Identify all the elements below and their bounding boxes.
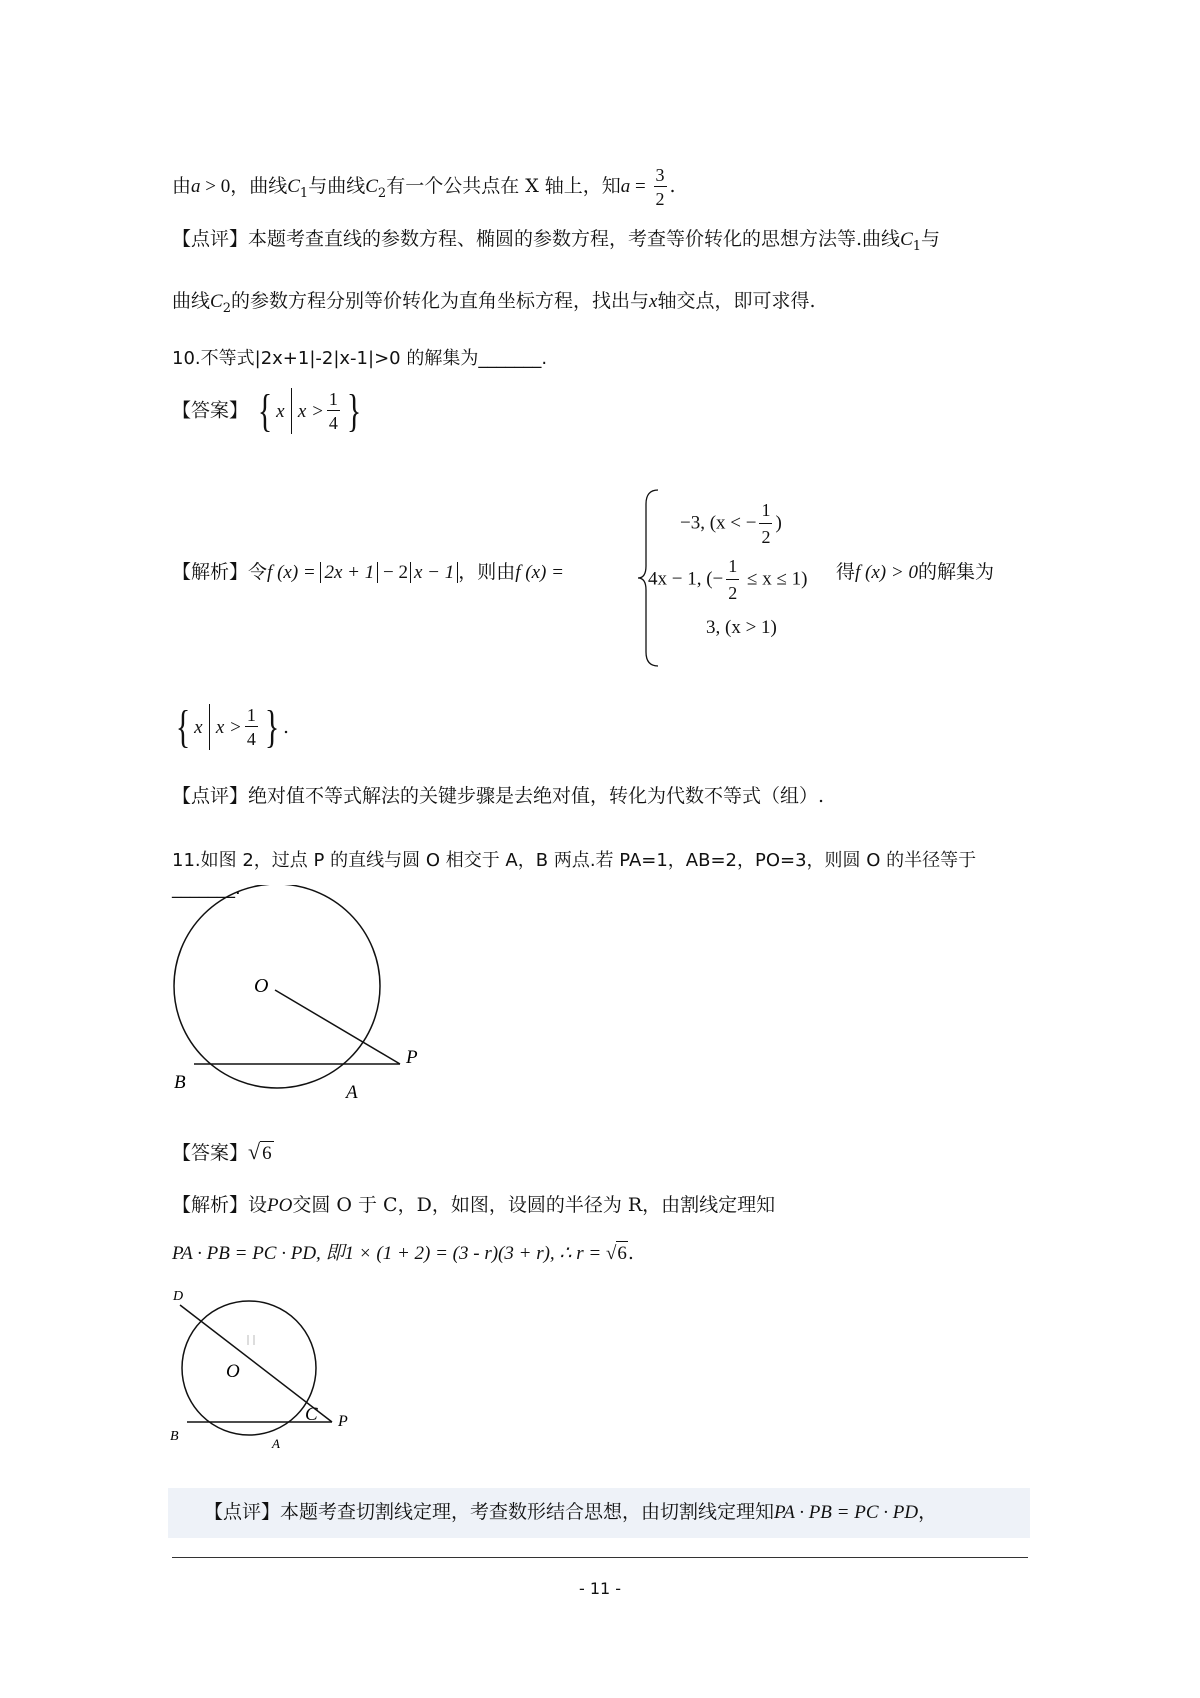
- var-a: a: [620, 176, 631, 197]
- question-11-line-1: [172, 852, 976, 870]
- text: 由: [172, 175, 192, 197]
- fraction: [759, 500, 772, 548]
- solution-10-tail: [836, 563, 994, 582]
- fraction: [726, 556, 739, 604]
- answer-value: 6: [262, 1143, 272, 1164]
- text: 轴交点，即可求得.: [657, 290, 816, 312]
- var-x: x: [194, 716, 203, 738]
- text: ，则由: [458, 561, 516, 583]
- text: =: [630, 176, 651, 197]
- denominator: 4: [328, 413, 338, 433]
- var-C: C: [287, 176, 300, 197]
- sqrt-sign: √: [248, 1139, 261, 1164]
- solution-10-line: [172, 563, 564, 582]
- text: − 2: [378, 562, 408, 583]
- footer-rule: [172, 1557, 1028, 1558]
- fraction: [654, 166, 667, 208]
- text: 本题考查直线的参数方程、椭圆的参数方程，考查等价转化的思想方法等.曲线: [248, 228, 901, 250]
- denominator: 2: [728, 583, 738, 603]
- text: .: [282, 715, 289, 738]
- label-B: B: [170, 1429, 179, 1444]
- numerator: 1: [759, 500, 772, 524]
- text: 令: [248, 561, 268, 583]
- label-A: A: [272, 1436, 280, 1451]
- case-2: [648, 556, 807, 604]
- sqrt-sign: √: [605, 1243, 617, 1264]
- solution-tag: 【解析】: [172, 1194, 249, 1216]
- text: ≤ x ≤ 1): [742, 568, 808, 590]
- subscript: 1: [912, 239, 922, 254]
- left-brace: {: [257, 385, 273, 436]
- right-brace: }: [264, 701, 280, 752]
- fraction: [245, 706, 258, 748]
- label-C: C: [305, 1404, 318, 1425]
- answer-tag: 【答案】: [172, 1142, 249, 1164]
- equation: PA · PB = PC · PD: [774, 1502, 919, 1523]
- text: (x) =: [520, 562, 564, 583]
- subscript: 1: [299, 186, 309, 201]
- question-10: [172, 350, 547, 368]
- text-line-1: [172, 166, 676, 208]
- question-text: 10.不等式|2x+1|-2|x-1|>0 的解集为_______.: [172, 348, 548, 369]
- figure-circle-2: [160, 1285, 360, 1455]
- solution-tag: 【解析】: [172, 561, 249, 583]
- text: ): [775, 512, 782, 534]
- left-brace: {: [175, 701, 191, 752]
- text: 设: [248, 1194, 268, 1216]
- var-f: f: [855, 562, 861, 583]
- var-x: x: [649, 291, 658, 312]
- solution-set: [254, 385, 365, 436]
- label-A: A: [346, 1082, 358, 1103]
- set-bar: [209, 704, 210, 750]
- text: (x) =: [272, 562, 321, 583]
- review-line-1: [172, 230, 940, 253]
- label-O: O: [254, 975, 269, 997]
- text: 得: [836, 561, 856, 583]
- subscript: 2: [222, 301, 231, 316]
- absolute-value: x − 1: [410, 562, 458, 583]
- label-P: P: [338, 1413, 348, 1430]
- var-C: C: [900, 229, 913, 250]
- absolute-value: 2x + 1: [320, 562, 378, 583]
- question-text: 11.如图 2，过点 P 的直线与圆 O 相交于 A，B 两点.若 PA=1，AB=2，PO=3，则圆 O 的半径等于: [172, 850, 977, 871]
- var-C: C: [365, 176, 378, 197]
- review-10: [172, 787, 824, 806]
- numerator: 1: [328, 389, 338, 409]
- numerator: 1: [726, 556, 739, 580]
- review-line-2: [172, 292, 815, 315]
- denominator: 2: [761, 527, 771, 547]
- text: 曲线: [172, 290, 211, 312]
- case-3: [706, 617, 777, 639]
- numerator: 3: [655, 165, 665, 185]
- text: 交圆 O 于 C，D，如图，设圆的半径为 R，由割线定理知: [292, 1194, 776, 1216]
- text: 3, (x > 1): [706, 617, 777, 638]
- condition: x >: [297, 400, 324, 422]
- segment-OP: [275, 990, 400, 1064]
- text: 有一个公共点在 X 轴上，知: [386, 175, 621, 197]
- solution-10-set: [172, 701, 289, 752]
- case-1: [680, 500, 782, 548]
- text: −3, (x < −: [680, 512, 757, 534]
- answer-10: [172, 385, 365, 436]
- var-f: f: [267, 562, 273, 583]
- text: 与曲线: [308, 175, 366, 197]
- text: 本题考查切割线定理，考查数形结合思想，由切割线定理知: [280, 1501, 775, 1523]
- text: (x) > 0: [860, 562, 918, 583]
- equation: PA · PB = PC · PD, 即1 × (1 + 2) = (3 - r)(3 + r), ∴ r =: [172, 1243, 606, 1264]
- var-PO: PO: [267, 1195, 293, 1216]
- page-number: - 11 -: [578, 1579, 622, 1598]
- review-tag: 【点评】: [172, 228, 249, 250]
- subscript: 2: [377, 186, 387, 201]
- set-bar: [291, 388, 292, 434]
- review-tag: 【点评】: [172, 785, 249, 807]
- numerator: 1: [246, 705, 256, 725]
- figure-circle-1: [160, 885, 460, 1105]
- condition: x >: [215, 716, 242, 738]
- text: > 0，曲线: [200, 176, 288, 197]
- review-11: [204, 1503, 937, 1522]
- denominator: 4: [246, 729, 256, 749]
- text: .: [669, 175, 676, 197]
- label-P: P: [406, 1047, 418, 1068]
- text: .: [627, 1242, 634, 1264]
- solution-set: [172, 701, 289, 752]
- solution-11-line-1: [172, 1196, 775, 1215]
- review-tag: 【点评】: [204, 1501, 281, 1523]
- label-O: O: [226, 1361, 240, 1382]
- solution-11-line-2: [172, 1244, 634, 1263]
- right-brace: }: [346, 385, 362, 436]
- text: 的解集为: [917, 561, 994, 583]
- answer-11: [172, 1141, 274, 1163]
- question-text: _______.: [172, 878, 241, 899]
- root-value: 6: [617, 1243, 627, 1264]
- text: 4x − 1, (−: [648, 568, 724, 590]
- denominator: 2: [655, 189, 665, 209]
- var-x: x: [276, 400, 285, 422]
- text: 与: [921, 228, 941, 250]
- var-a: a: [191, 176, 201, 197]
- circle-outline: [174, 885, 380, 1088]
- text: 绝对值不等式解法的关键步骤是去绝对值，转化为代数不等式（组）.: [248, 785, 825, 807]
- fraction: [327, 390, 340, 432]
- label-D: D: [173, 1289, 184, 1304]
- label-B: B: [174, 1072, 186, 1093]
- text: 的参数方程分别等价转化为直角坐标方程，找出与: [230, 290, 649, 312]
- var-C: C: [210, 291, 223, 312]
- text: ，: [918, 1501, 938, 1523]
- answer-tag: 【答案】: [172, 399, 249, 422]
- var-f: f: [515, 562, 521, 583]
